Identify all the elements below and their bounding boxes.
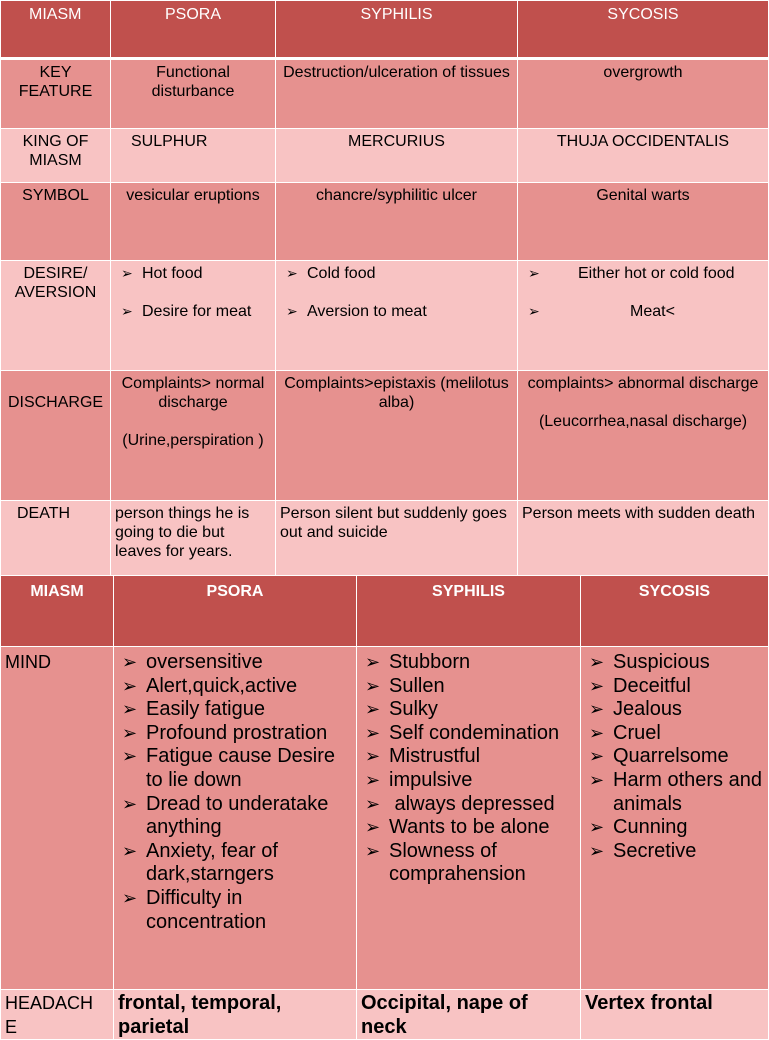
list-item: ➢ Cruel — [585, 722, 764, 746]
row-mind — [1, 647, 769, 990]
list-item: ➢ Slowness of comprahension — [361, 840, 576, 887]
cell-syphilis: Occipital, nape of neck — [357, 990, 581, 1040]
header-sycosis: SYCOSIS — [518, 1, 769, 59]
header-miasm: MIASM — [1, 576, 114, 647]
cell-sycosis: Genital warts — [518, 183, 769, 261]
cell-sycosis — [518, 371, 769, 501]
list-item: ➢ Fatigue cause Desire to lie down — [118, 745, 352, 792]
table2-header-row — [1, 576, 769, 647]
row-death — [1, 501, 769, 579]
list-item: ➢ Aversion to meat — [280, 302, 513, 321]
list-item: ➢ Self condemination — [361, 722, 576, 746]
cell-syphilis: MERCURIUS — [276, 129, 518, 183]
list-item: ➢ Stubborn — [361, 651, 576, 675]
cell-syphilis: Complaints>epistaxis (melilotus alba) — [276, 371, 518, 501]
list-item: ➢ Quarrelsome — [585, 745, 764, 769]
discharge-sub: (Urine,perspiration ) — [122, 432, 264, 449]
cell-syphilis: chancre/syphilitic ulcer — [276, 183, 518, 261]
cell-syphilis: Person silent but suddenly goes out and suicide — [276, 501, 518, 579]
cell-syphilis — [357, 647, 581, 990]
cell-syphilis — [276, 261, 518, 371]
list-item: ➢ Mistrustful — [361, 745, 576, 769]
row-label: SYMBOL — [1, 183, 111, 261]
list-item: ➢ Either hot or cold food — [522, 264, 764, 283]
cell-syphilis: Destruction/ulceration of tissues — [276, 59, 518, 129]
cell-psora: SULPHUR — [111, 129, 276, 183]
list-item: ➢ Dread to underatake anything — [118, 793, 352, 840]
cell-psora: Functional disturbance — [111, 59, 276, 129]
list-item: ➢ Cold food — [280, 264, 513, 283]
table1-header-row — [1, 1, 769, 59]
list-item: ➢ Desire for meat — [115, 302, 271, 321]
list-item: ➢ Sulky — [361, 698, 576, 722]
cell-sycosis: Vertex frontal — [581, 990, 769, 1040]
discharge-sub: (Leucorrhea,nasal discharge) — [538, 413, 748, 430]
list-item: ➢ Jealous — [585, 698, 764, 722]
miasm-comparison-table-2 — [0, 575, 769, 1040]
header-psora: PSORA — [111, 1, 276, 59]
list-item: ➢ always depressed — [361, 793, 576, 817]
list-item: ➢ Cunning — [585, 816, 764, 840]
header-syphilis: SYPHILIS — [357, 576, 581, 647]
cell-psora — [114, 647, 357, 990]
list-item: ➢ Hot food — [115, 264, 271, 283]
row-label: DISCHARGE — [1, 371, 111, 501]
header-psora: PSORA — [114, 576, 357, 647]
list-item: ➢ oversensitive — [118, 651, 352, 675]
list-item: ➢ Suspicious — [585, 651, 764, 675]
list-item: ➢ impulsive — [361, 769, 576, 793]
header-miasm: MIASM — [1, 1, 111, 59]
list-item: ➢ Profound prostration — [118, 722, 352, 746]
cell-psora: vesicular eruptions — [111, 183, 276, 261]
cell-psora — [111, 371, 276, 501]
list-item: ➢ Meat< — [522, 302, 764, 321]
header-sycosis: SYCOSIS — [581, 576, 769, 647]
row-headache — [1, 990, 769, 1040]
list-item: ➢ Harm others and animals — [585, 769, 764, 816]
cell-sycosis: THUJA OCCIDENTALIS — [518, 129, 769, 183]
row-label: MIND — [1, 647, 114, 990]
list-item: ➢ Sullen — [361, 675, 576, 699]
list-item: ➢ Secretive — [585, 840, 764, 864]
cell-sycosis — [581, 647, 769, 990]
cell-sycosis: Person meets with sudden death — [518, 501, 769, 579]
list-item: ➢ Wants to be alone — [361, 816, 576, 840]
cell-sycosis — [518, 261, 769, 371]
cell-sycosis: overgrowth — [518, 59, 769, 129]
row-key-feature — [1, 59, 769, 129]
discharge-main: complaints> abnormal discharge — [527, 375, 759, 392]
row-symbol — [1, 183, 769, 261]
list-item: ➢ Difficulty in concentration — [118, 887, 352, 934]
row-label: KEY FEATURE — [1, 59, 111, 129]
list-item: ➢ Easily fatigue — [118, 698, 352, 722]
list-item: ➢ Alert,quick,active — [118, 675, 352, 699]
cell-psora — [111, 261, 276, 371]
row-king-of-miasm — [1, 129, 769, 183]
row-label: HEADACH E — [1, 990, 114, 1040]
row-label: KING OF MIASM — [1, 129, 111, 183]
row-desire-aversion — [1, 261, 769, 371]
row-discharge — [1, 371, 769, 501]
cell-psora: frontal, temporal, parietal — [114, 990, 357, 1040]
discharge-main: Complaints> normal discharge — [121, 375, 265, 411]
header-syphilis: SYPHILIS — [276, 1, 518, 59]
row-label: DESIRE/ AVERSION — [1, 261, 111, 371]
list-item: ➢ Anxiety, fear of dark,starngers — [118, 840, 352, 887]
row-label: DEATH — [1, 501, 111, 579]
list-item: ➢ Deceitful — [585, 675, 764, 699]
cell-psora: person things he is going to die but leaves for years. — [111, 501, 276, 579]
